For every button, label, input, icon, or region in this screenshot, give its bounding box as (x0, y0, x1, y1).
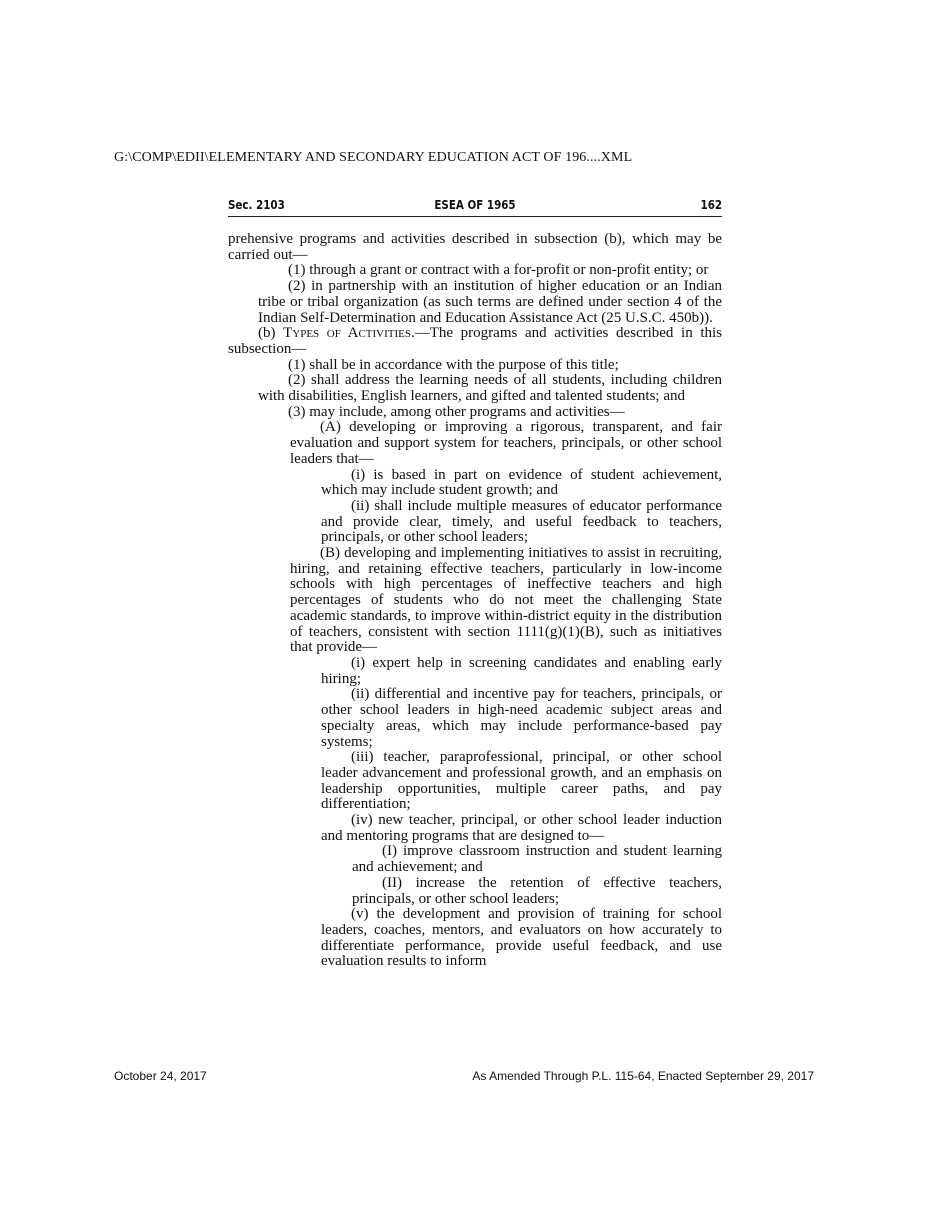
paragraph: (II) increase the retention of effective teachers, principals, or other school leaders; (352, 874, 722, 907)
file-path-header: G:\COMP\EDII\ELEMENTARY AND SECONDARY EDUCATION ACT OF 196....XML (114, 150, 633, 165)
paragraph: (iii) teacher, paraprofessional, principal, or other school leader advancement and professional growth, and an emphasis on leadership opportunities, multiple career paths, and pay differentiation; (321, 749, 722, 813)
paragraph: (A) developing or improving a rigorous, transparent, and fair evaluation and support system for teachers, principals, or other school leaders that— (290, 419, 722, 467)
paragraph: (i) is based in part on evidence of student achievement, which may include student growth; and (321, 466, 722, 499)
page-number: 162 (700, 198, 722, 212)
paragraph: (ii) shall include multiple measures of educator performance and provide clear, timely, and useful feedback to teachers, principals, or other school leaders; (321, 497, 722, 546)
subsection-text: —The programs and activities described in this subsection— (228, 325, 722, 357)
paragraph: (ii) differential and incentive pay for teachers, principals, or other school leaders in high-need academic subject areas and specialty areas, which may include performance-based pay systems; (321, 686, 722, 750)
statute-body (228, 232, 722, 970)
paragraph: (I) improve classroom instruction and student learning and achievement; and (352, 843, 722, 876)
paragraph: (i) expert help in screening candidates and enabling early hiring; (321, 654, 722, 687)
paragraph: (1) through a grant or contract with a for-profit or non-profit entity; or (288, 262, 709, 279)
paragraph: (B) developing and implementing initiatives to assist in recruiting, hiring, and retaining effective teachers, particularly in low-income schools with high percentages of ineffective teachers and high percentages of students who do not meet the challenging State academic standards, to improve within-district equity in the distribution of teachers, consistent with section 1111(g)(1)(B), such as initiatives that provide— (290, 545, 722, 656)
footer-date: October 24, 2017 (114, 1069, 207, 1083)
section-number: Sec. 2103 (228, 198, 285, 212)
paragraph: (3) may include, among other programs and activities— (288, 403, 625, 420)
subsection-heading: Types of Activities. (283, 325, 415, 342)
paragraph: prehensive programs and activities described in subsection (b), which may be carried out— (228, 231, 722, 263)
subsection-marker: (b) (258, 325, 276, 342)
paragraph: (2) shall address the learning needs of all students, including children with disabilities, English learners, and gifted and talented students; and (258, 372, 722, 405)
paragraph: (iv) new teacher, principal, or other school leader induction and mentoring programs that are designed to— (321, 812, 722, 844)
running-head (228, 198, 722, 217)
act-title: ESEA OF 1965 (434, 198, 516, 212)
paragraph: (2) in partnership with an institution of higher education or an Indian tribe or tribal organization (as such terms are defined under section 4 of the Indian Self-Determination and Education Assistance Act (25 U.S.C. 450b)). (258, 278, 722, 326)
subsection-b (228, 326, 722, 357)
paragraph: (1) shall be in accordance with the purpose of this title; (288, 356, 619, 373)
paragraph: (v) the development and provision of training for school leaders, coaches, mentors, and evaluators on how accurately to differentiate performance, provide useful feedback, and use evaluation results to inform (321, 906, 722, 970)
footer-amended: As Amended Through P.L. 115-64, Enacted September 29, 2017 (472, 1069, 814, 1083)
